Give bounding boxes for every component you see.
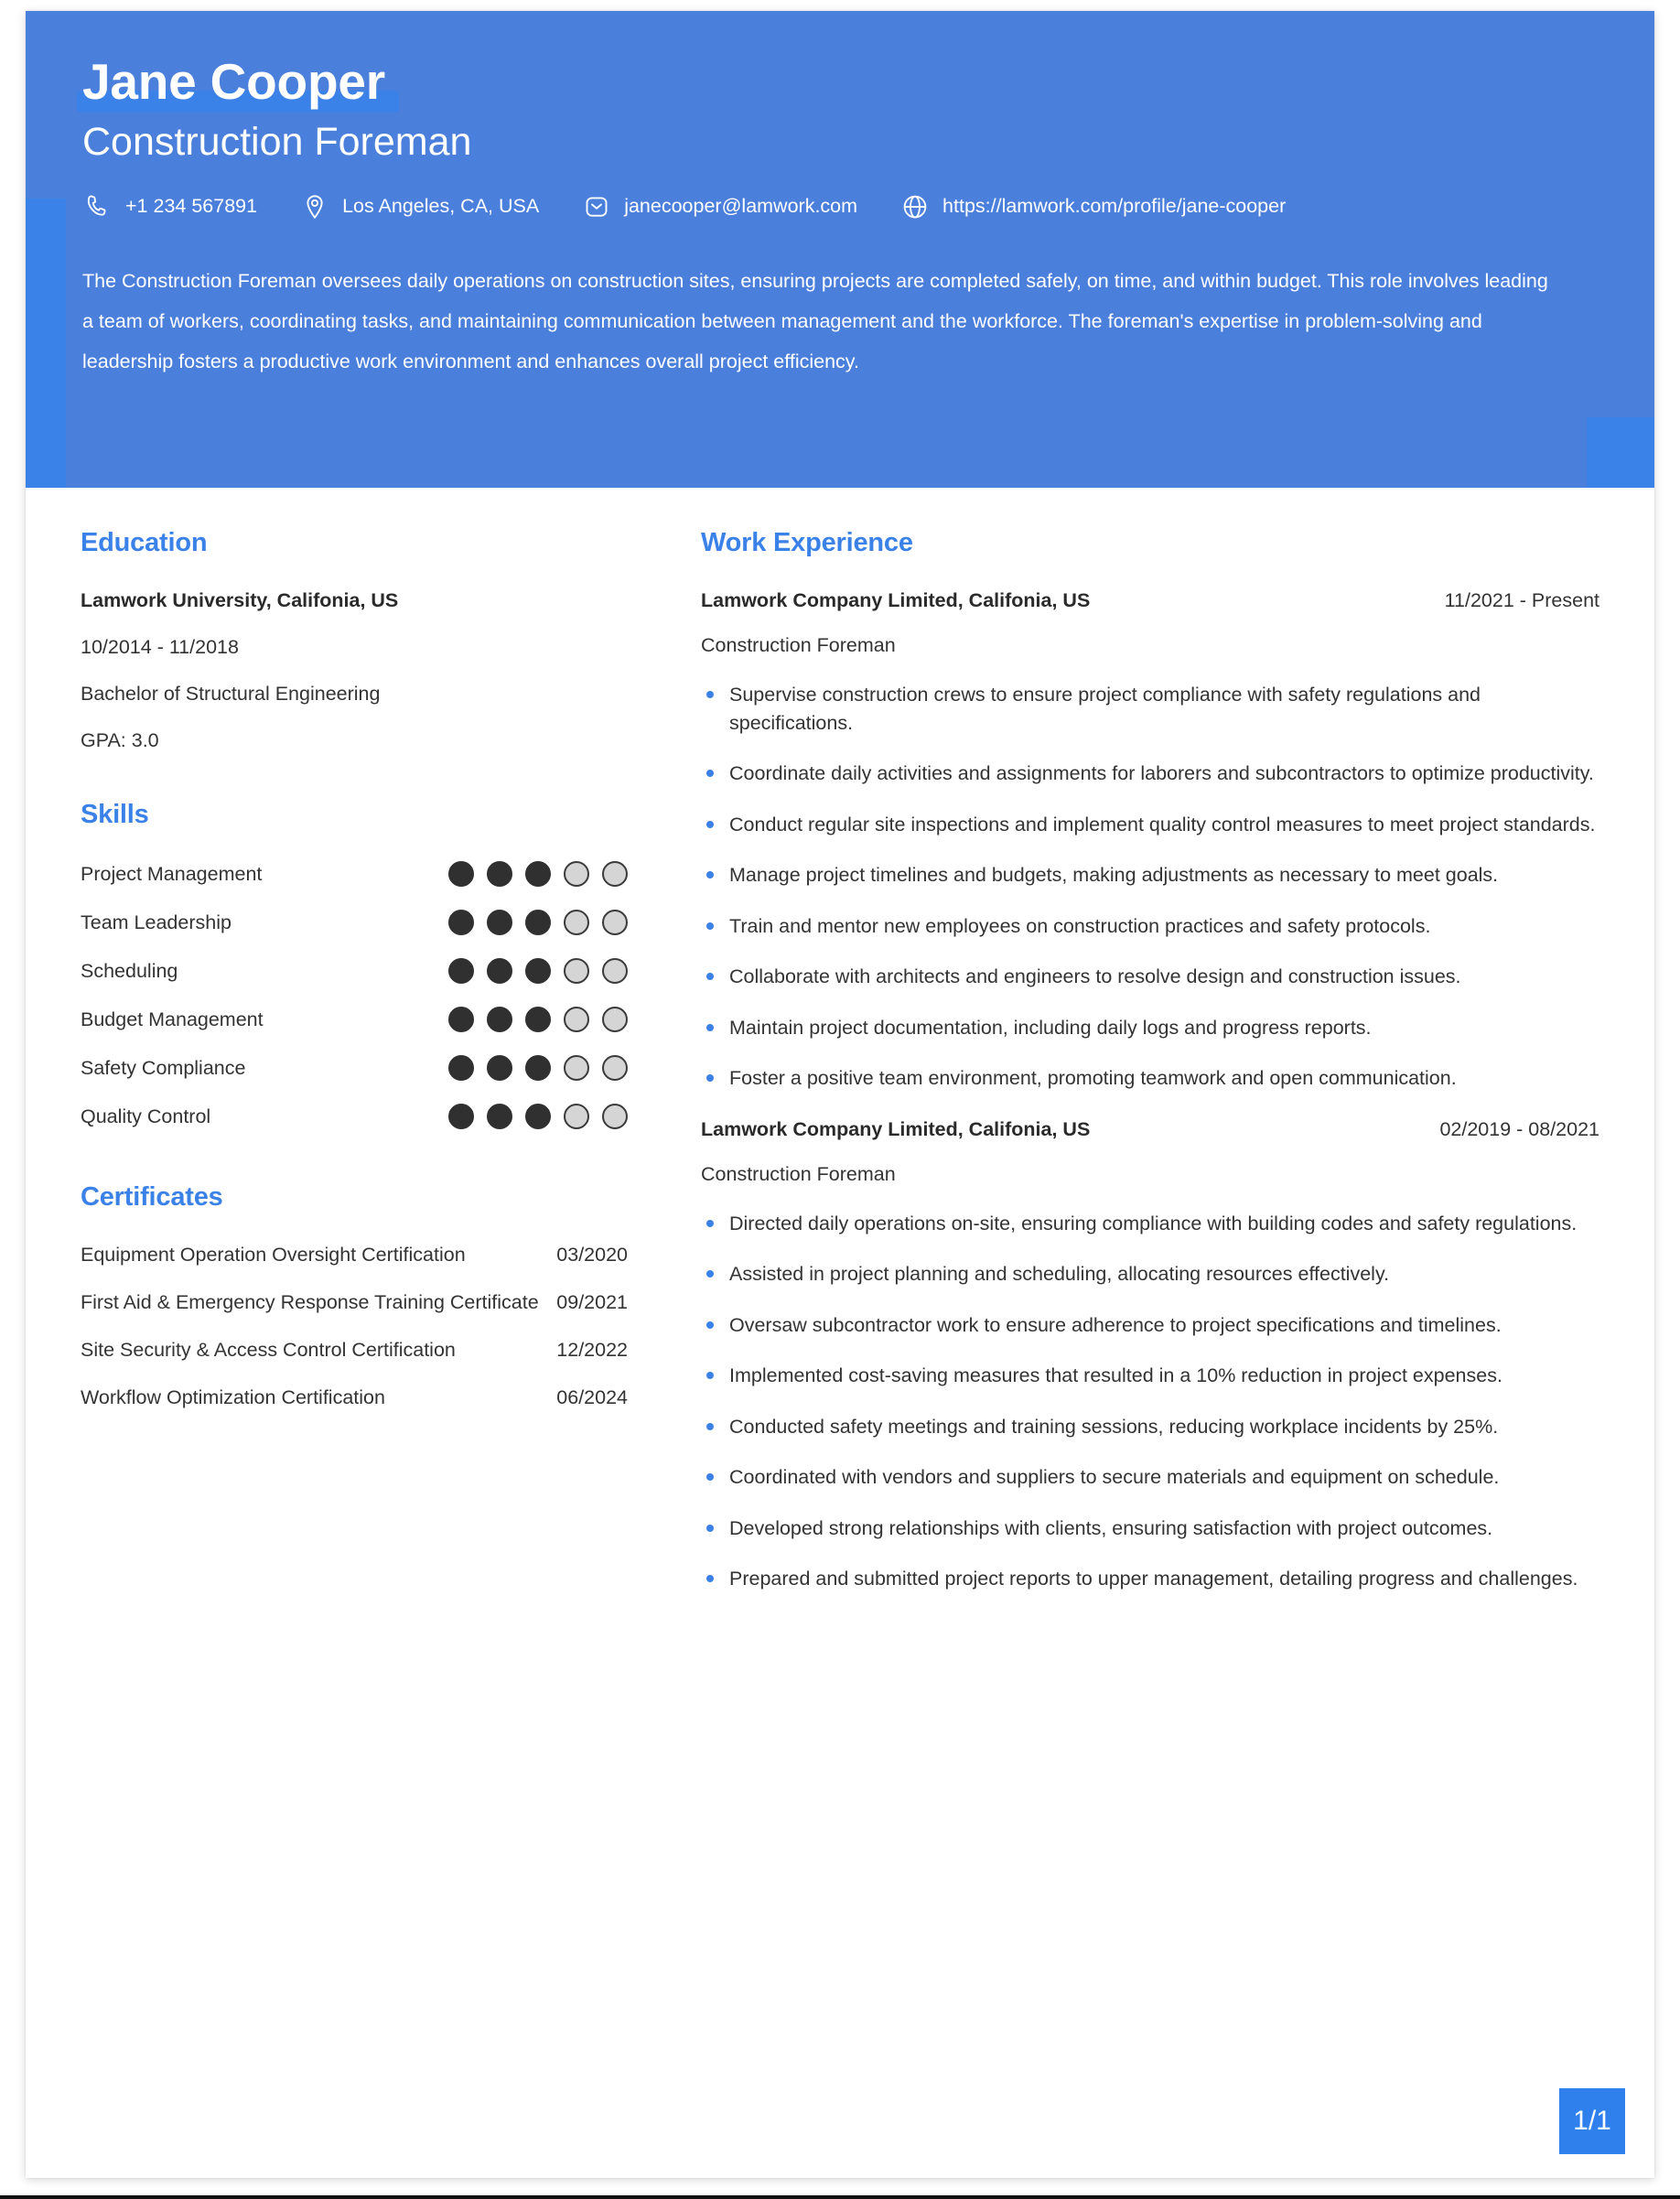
work-experience-entry: [701, 589, 1599, 1093]
candidate-job-title: Construction Foreman: [82, 120, 472, 165]
job-bullet: Oversaw subcontractor work to ensure adherence to project specifications and timelines.: [701, 1311, 1599, 1340]
job-bullet: Coordinated with vendors and suppliers to secure materials and equipment on schedule.: [701, 1463, 1599, 1492]
candidate-name: Jane Cooper: [82, 53, 385, 110]
certificate-name: Workflow Optimization Certification: [81, 1386, 385, 1408]
job-dates: 11/2021 - Present: [1444, 589, 1599, 611]
resume-sheet: [26, 11, 1654, 2178]
professional-summary: The Construction Foreman oversees daily operations on construction sites, ensuring projects are completed safely, on time, and within budget. This role involves leading a team of workers, coordinating tasks, and maintaining communication between management and the workforce. The foreman's expertise in problem-solving and leadership fosters a productive work environment and enhances overall project efficiency.: [82, 269, 1548, 372]
skill-dot-filled: [487, 1055, 512, 1081]
skill-row: [81, 910, 628, 935]
skill-dot-filled: [525, 1055, 551, 1081]
education-gpa: GPA: 3.0: [81, 729, 159, 751]
certificates-section-title: Certificates: [81, 1182, 223, 1212]
skill-dot-filled: [487, 1007, 512, 1032]
skill-dot-empty: [564, 1104, 589, 1129]
job-bullet: Prepared and submitted project reports to upper management, detailing progress and challenges.: [701, 1565, 1599, 1593]
skill-dot-empty: [602, 958, 628, 984]
contact-email[interactable]: [581, 191, 857, 222]
bottom-rule: [0, 2195, 1680, 2199]
job-organization: Lamwork Company Limited, Califonia, US: [701, 1117, 1091, 1140]
certificate-name: First Aid & Emergency Response Training Certificate: [81, 1291, 539, 1313]
job-bullet: Train and mentor new employees on construction practices and safety protocols.: [701, 912, 1599, 941]
skill-name: Team Leadership: [81, 911, 232, 933]
job-bullet: Manage project timelines and budgets, making adjustments as necessary to meet goals.: [701, 861, 1599, 889]
job-bullet: Developed strong relationships with clients, ensuring satisfaction with project outcomes.: [701, 1515, 1599, 1543]
left-column: [81, 528, 666, 1409]
contact-row: [82, 191, 1594, 222]
skill-dot-filled: [448, 1007, 474, 1032]
skill-dot-filled: [487, 861, 512, 887]
name-block: [82, 55, 385, 109]
certificate-date: 12/2022: [556, 1339, 628, 1361]
skill-row: [81, 861, 628, 887]
skill-dot-filled: [487, 1104, 512, 1129]
job-bullet-list: [701, 681, 1599, 1093]
skills-section: [81, 800, 628, 1129]
education-organization: Lamwork University, Califonia, US: [81, 589, 399, 611]
skills-list: [81, 861, 628, 1129]
page-indicator-label: 1/1: [1573, 2106, 1611, 2136]
skill-dot-filled: [448, 1055, 474, 1081]
job-bullet: Assisted in project planning and scheduling, allocating resources effectively.: [701, 1260, 1599, 1288]
certificate-row: [81, 1339, 628, 1362]
certificate-date: 06/2024: [556, 1386, 628, 1408]
certificates-list: [81, 1244, 628, 1409]
skill-dot-filled: [448, 1104, 474, 1129]
job-bullet: Directed daily operations on-site, ensuring compliance with building codes and safety regulations.: [701, 1210, 1599, 1238]
skill-dot-empty: [602, 1007, 628, 1032]
education-section-title: Education: [81, 528, 208, 557]
skill-dot-filled: [448, 910, 474, 935]
skill-row: [81, 1104, 628, 1129]
contact-website[interactable]: [899, 191, 1286, 222]
certificate-name: Site Security & Access Control Certification: [81, 1339, 456, 1361]
education-section: [81, 528, 628, 752]
email-icon: [581, 191, 612, 222]
skill-dot-empty: [564, 910, 589, 935]
certificate-date: 09/2021: [556, 1291, 628, 1313]
skill-row: [81, 1007, 628, 1032]
job-header: [701, 1118, 1599, 1141]
job-organization: Lamwork Company Limited, Califonia, US: [701, 589, 1091, 611]
contact-phone[interactable]: [82, 191, 257, 222]
job-bullet: Supervise construction crews to ensure project compliance with safety regulations and specifications.: [701, 681, 1599, 737]
work-experience-section: [701, 528, 1599, 1593]
skill-name: Project Management: [81, 862, 263, 885]
certificate-row: [81, 1291, 628, 1314]
education-entry: [81, 589, 628, 752]
skill-dot-empty: [564, 1007, 589, 1032]
contact-phone-value: +1 234 567891: [125, 195, 258, 218]
certificate-row: [81, 1244, 628, 1267]
phone-icon: [82, 191, 113, 222]
job-bullet-list: [701, 1210, 1599, 1593]
job-role: Construction Foreman: [701, 634, 896, 656]
location-icon: [299, 191, 330, 222]
job-bullet: Foster a positive team environment, promoting teamwork and open communication.: [701, 1064, 1599, 1093]
contact-website-value: https://lamwork.com/profile/jane-cooper: [942, 195, 1287, 218]
certificate-row: [81, 1386, 628, 1409]
skill-dot-filled: [487, 910, 512, 935]
skills-section-title: Skills: [81, 800, 149, 829]
job-header: [701, 589, 1599, 612]
skill-dot-empty: [564, 861, 589, 887]
skill-dot-filled: [525, 1007, 551, 1032]
skill-dot-filled: [448, 958, 474, 984]
skill-dot-empty: [602, 1104, 628, 1129]
skill-dot-filled: [525, 861, 551, 887]
skill-dot-filled: [487, 958, 512, 984]
job-role: Construction Foreman: [701, 1162, 896, 1185]
skill-rating-dots: [448, 958, 628, 984]
skill-rating-dots: [448, 910, 628, 935]
skill-row: [81, 1055, 628, 1081]
education-dates: 10/2014 - 11/2018: [81, 636, 239, 658]
skill-dot-empty: [564, 1055, 589, 1081]
skill-dot-filled: [525, 910, 551, 935]
contact-location: [299, 191, 539, 222]
education-degree: Bachelor of Structural Engineering: [81, 683, 381, 705]
certificate-date: 03/2020: [556, 1244, 628, 1266]
skill-row: [81, 958, 628, 984]
certificate-name: Equipment Operation Oversight Certification: [81, 1244, 466, 1266]
skill-dot-empty: [602, 861, 628, 887]
job-bullet: Coordinate daily activities and assignments for laborers and subcontractors to optimize productivity.: [701, 760, 1599, 788]
skill-rating-dots: [448, 861, 628, 887]
skill-name: Scheduling: [81, 959, 178, 982]
skill-dot-filled: [448, 861, 474, 887]
skill-rating-dots: [448, 1104, 628, 1129]
skill-name: Safety Compliance: [81, 1056, 246, 1079]
skill-dot-filled: [525, 958, 551, 984]
resume-body: [26, 488, 1654, 1593]
job-dates: 02/2019 - 08/2021: [1439, 1117, 1599, 1140]
header-accent-stripe-right: [1587, 417, 1654, 488]
skill-dot-empty: [564, 958, 589, 984]
skill-name: Quality Control: [81, 1105, 211, 1127]
page-indicator-badge: [1559, 2088, 1625, 2154]
skill-dot-empty: [602, 1055, 628, 1081]
skill-name: Budget Management: [81, 1008, 264, 1030]
contact-location-value: Los Angeles, CA, USA: [342, 195, 540, 218]
skill-dot-filled: [525, 1104, 551, 1129]
right-column: [666, 528, 1599, 1593]
skill-rating-dots: [448, 1007, 628, 1032]
skill-rating-dots: [448, 1055, 628, 1081]
job-bullet: Conducted safety meetings and training sessions, reducing workplace incidents by 25%.: [701, 1413, 1599, 1441]
job-bullet: Implemented cost-saving measures that resulted in a 10% reduction in project expenses.: [701, 1362, 1599, 1390]
work-experience-list: [701, 589, 1599, 1593]
certificates-section: [81, 1182, 628, 1409]
work-experience-entry: [701, 1118, 1599, 1593]
work-experience-section-title: Work Experience: [701, 528, 913, 557]
job-bullet: Maintain project documentation, including daily logs and progress reports.: [701, 1014, 1599, 1042]
skill-dot-empty: [602, 910, 628, 935]
job-bullet: Conduct regular site inspections and implement quality control measures to meet project standards.: [701, 811, 1599, 839]
resume-header: [26, 11, 1654, 488]
globe-icon: [899, 191, 931, 222]
job-bullet: Collaborate with architects and engineers to resolve design and construction issues.: [701, 963, 1599, 991]
contact-email-value: janecooper@lamwork.com: [624, 195, 858, 218]
